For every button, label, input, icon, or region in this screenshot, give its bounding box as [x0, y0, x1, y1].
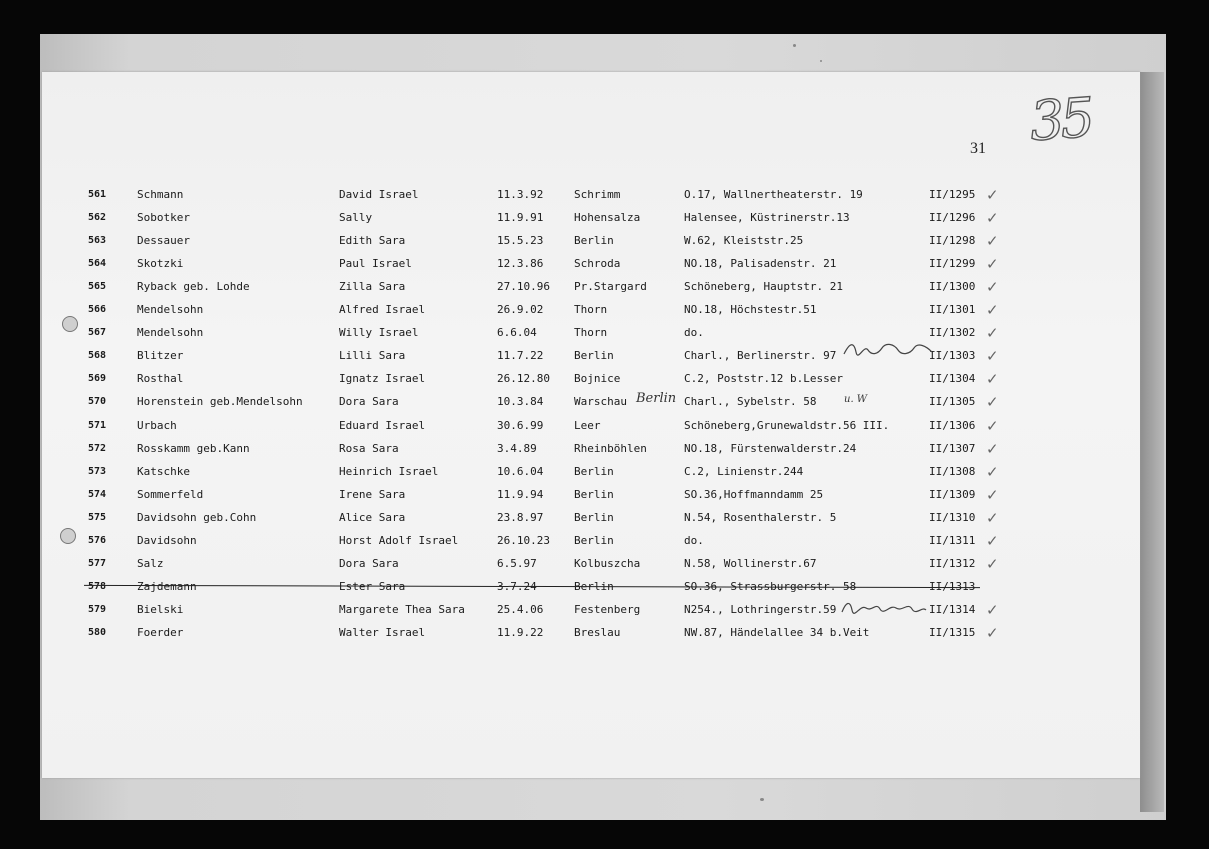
table-row: [0, 415, 1010, 437]
record-surname: Katschke: [137, 464, 190, 478]
record-reference: II/1300: [929, 280, 976, 294]
record-reference: II/1298: [929, 234, 976, 248]
record-surname: Davidsohn: [137, 533, 197, 547]
record-number: 579: [88, 603, 107, 615]
check-mark-icon: ✓: [986, 370, 999, 389]
record-address: do.: [684, 533, 704, 547]
record-birth-date: 10.6.04: [497, 464, 544, 478]
record-surname: Dessauer: [137, 234, 190, 248]
record-number: 574: [88, 488, 107, 500]
record-number: 568: [88, 350, 107, 362]
record-birth-date: 27.10.96: [497, 280, 550, 294]
record-address: NO.18, Fürstenwalderstr.24: [684, 441, 857, 455]
record-birth-date: 15.5.23: [497, 234, 544, 248]
record-number: 565: [88, 281, 107, 293]
record-birth-place: Schroda: [574, 257, 621, 271]
record-birth-place: Leer: [574, 418, 601, 432]
record-given-name: Alice Sara: [339, 510, 406, 524]
record-birth-date: 11.9.91: [497, 211, 544, 225]
table-row: [0, 438, 1010, 460]
record-birth-place: Bojnice: [574, 372, 621, 386]
record-surname: Skotzki: [137, 257, 184, 271]
record-address: Charl., Sybelstr. 58: [684, 395, 817, 409]
record-given-name: Dora Sara: [339, 395, 399, 409]
record-number: 575: [88, 511, 107, 523]
record-birth-place: Rheinböhlen: [574, 441, 647, 455]
record-birth-date: 23.8.97: [497, 510, 544, 524]
check-mark-icon: ✓: [986, 462, 999, 481]
record-birth-date: 26.10.23: [497, 533, 550, 547]
record-given-name: Willy Israel: [339, 326, 419, 340]
record-number: 563: [88, 235, 107, 247]
table-row: [0, 530, 1010, 552]
record-number: 564: [88, 258, 107, 270]
record-surname: Rosskamm geb.Kann: [137, 441, 250, 455]
record-address: Schöneberg,Grunewaldstr.56 III.: [684, 418, 890, 432]
check-mark-icon: ✓: [986, 623, 999, 642]
record-address: SO.36,Hoffmanndamm 25: [684, 487, 824, 501]
record-birth-date: 11.7.22: [497, 349, 544, 363]
record-birth-date: 26.12.80: [497, 372, 550, 386]
check-mark-icon: ✓: [986, 255, 999, 274]
record-given-name: Sally: [339, 211, 373, 225]
record-address: Charl., Berlinerstr. 97: [684, 349, 837, 363]
table-row: [0, 507, 1010, 529]
record-birth-place: Berlin: [574, 349, 614, 363]
record-address: C.2, Poststr.12 b.Lesser: [684, 372, 843, 386]
record-number: 570: [88, 396, 107, 408]
record-number: 573: [88, 465, 107, 477]
record-given-name: Walter Israel: [339, 625, 426, 639]
table-row: [0, 461, 1010, 483]
check-mark-icon: ✓: [986, 232, 999, 251]
check-mark-icon: ✓: [986, 301, 999, 320]
table-row: [0, 576, 1010, 598]
table-row: [0, 230, 1010, 252]
dust-speck: [820, 60, 822, 62]
record-given-name: Alfred Israel: [339, 303, 426, 317]
record-birth-place: Thorn: [574, 303, 608, 317]
record-given-name: Dora Sara: [339, 556, 399, 570]
record-reference: II/1296: [929, 211, 976, 225]
record-surname: Davidsohn geb.Cohn: [137, 510, 257, 524]
record-birth-place: Kolbuszcha: [574, 556, 641, 570]
record-number: 571: [88, 419, 107, 431]
record-address: Schöneberg, Hauptstr. 21: [684, 280, 843, 294]
record-reference: II/1315: [929, 625, 976, 639]
record-number: 562: [88, 212, 107, 224]
record-given-name: Margarete Thea Sara: [339, 602, 465, 616]
handwritten-note: Berlin: [636, 391, 677, 406]
sheet-edge-shadow: [1140, 72, 1164, 812]
record-address: W.62, Kleiststr.25: [684, 234, 804, 248]
check-mark-icon: ✓: [986, 531, 999, 550]
table-row: [0, 184, 1010, 206]
record-reference: II/1303: [929, 349, 976, 363]
record-address: do.: [684, 326, 704, 340]
record-reference: II/1314: [929, 602, 976, 616]
record-surname: Mendelsohn: [137, 303, 204, 317]
record-address: O.17, Wallnertheaterstr. 19: [684, 188, 863, 201]
check-mark-icon: ✓: [986, 439, 999, 458]
record-number: 567: [88, 327, 107, 339]
check-mark-icon: ✓: [986, 416, 999, 435]
record-number: 580: [88, 626, 107, 638]
handwritten-scribble: [842, 340, 934, 358]
record-birth-date: 10.3.84: [497, 395, 544, 409]
record-surname: Bielski: [137, 602, 184, 616]
record-birth-place: Thorn: [574, 326, 608, 340]
handwritten-page-number: 35: [1027, 85, 1093, 154]
record-number: 566: [88, 304, 107, 316]
record-surname: Salz: [137, 556, 164, 570]
record-given-name: Zilla Sara: [339, 280, 406, 294]
record-birth-date: 3.4.89: [497, 441, 537, 455]
record-given-name: [339, 576, 405, 598]
dust-speck: [793, 44, 796, 47]
record-birth-place: Pr.Stargard: [574, 280, 647, 294]
record-reference: II/1311: [929, 533, 976, 547]
record-birth-place: Warschau: [574, 395, 627, 409]
record-given-name: Ignatz Israel: [339, 372, 426, 386]
record-birth-date: 11.9.94: [497, 487, 544, 501]
record-birth-date: 6.6.04: [497, 326, 537, 340]
check-mark-icon: ✓: [986, 485, 999, 504]
check-mark-icon: ✓: [986, 186, 999, 204]
record-reference: II/1309: [929, 487, 976, 501]
record-number: 572: [88, 442, 107, 454]
record-birth-place: Berlin: [574, 234, 614, 248]
record-number: 561: [88, 189, 107, 200]
handwritten-scribble: [840, 598, 928, 616]
record-birth-date: 12.3.86: [497, 257, 544, 271]
record-address: Halensee, Küstrinerstr.13: [684, 211, 850, 225]
record-given-name: Horst Adolf Israel: [339, 533, 459, 547]
record-birth-place: Festenberg: [574, 602, 641, 616]
record-birth-place: Hohensalza: [574, 211, 641, 225]
record-reference: II/1308: [929, 464, 976, 478]
handwritten-note: u. W: [844, 394, 868, 405]
record-surname: Sommerfeld: [137, 487, 204, 501]
record-given-name: David Israel: [339, 188, 419, 201]
record-birth-date: 26.9.02: [497, 303, 544, 317]
record-number: 569: [88, 373, 107, 385]
table-row: [0, 553, 1010, 575]
record-reference: II/1295: [929, 188, 976, 201]
record-reference: II/1307: [929, 441, 976, 455]
record-birth-date: 11.3.92: [497, 188, 544, 201]
record-birth-place: Berlin: [574, 533, 614, 547]
record-given-name: Eduard Israel: [339, 418, 426, 432]
check-mark-icon: ✓: [986, 508, 999, 527]
record-address: NO.18, Palisadenstr. 21: [684, 257, 837, 271]
table-row: [0, 299, 1010, 321]
record-number: 576: [88, 534, 107, 546]
record-birth-place: Breslau: [574, 625, 621, 639]
table-row: [0, 622, 1010, 644]
check-mark-icon: ✓: [986, 600, 999, 619]
table-row: [0, 207, 1010, 229]
record-birth-place: Berlin: [574, 464, 614, 478]
record-birth-place: Berlin: [574, 510, 614, 524]
record-address: NO.18, Höchstestr.51: [684, 303, 817, 317]
record-number: 577: [88, 557, 107, 569]
record-birth-date: 6.5.97: [497, 556, 537, 570]
record-address: N254., Lothringerstr.59: [684, 602, 837, 616]
record-reference: II/1312: [929, 556, 976, 570]
record-birth-date: 11.9.22: [497, 625, 544, 639]
page-number: 31: [970, 140, 986, 157]
record-surname: Horenstein geb.Mendelsohn: [137, 395, 303, 409]
record-birth-date: 30.6.99: [497, 418, 544, 432]
record-reference: II/1306: [929, 418, 976, 432]
check-mark-icon: ✓: [986, 209, 999, 228]
record-surname: Foerder: [137, 625, 184, 639]
record-birth-date: 25.4.06: [497, 602, 544, 616]
table-row: [0, 484, 1010, 506]
record-reference: II/1299: [929, 257, 976, 271]
record-surname: Urbach: [137, 418, 177, 432]
record-reference: II/1301: [929, 303, 976, 317]
dust-speck: [760, 798, 764, 801]
table-row: [0, 253, 1010, 275]
record-birth-place: Berlin: [574, 487, 614, 501]
record-surname: Blitzer: [137, 349, 184, 363]
record-surname: Mendelsohn: [137, 326, 204, 340]
record-address: NW.87, Händelallee 34 b.Veit: [684, 625, 870, 639]
table-row: [0, 368, 1010, 390]
record-surname: Ryback geb. Lohde: [137, 280, 250, 294]
record-surname: Rosthal: [137, 372, 184, 386]
record-address: N.58, Wollinerstr.67: [684, 556, 817, 570]
record-given-name: Edith Sara: [339, 234, 406, 248]
record-birth-place: Schrimm: [574, 188, 621, 201]
check-mark-icon: ✓: [986, 278, 999, 297]
record-address: N.54, Rosenthalerstr. 5: [684, 510, 837, 524]
check-mark-icon: ✓: [986, 324, 999, 343]
record-reference: II/1305: [929, 395, 976, 409]
record-surname: Zajdemann: [137, 579, 197, 593]
record-given-name: Paul Israel: [339, 257, 412, 271]
table-row: [0, 276, 1010, 298]
record-reference: II/1302: [929, 326, 976, 340]
check-mark-icon: ✓: [986, 393, 999, 412]
check-mark-icon: ✓: [986, 347, 999, 366]
record-given-name: Rosa Sara: [339, 441, 399, 455]
record-address: C.2, Linienstr.244: [684, 464, 804, 478]
record-surname: Schmann: [137, 188, 184, 201]
record-reference: II/1304: [929, 372, 976, 386]
check-mark-icon: ✓: [986, 554, 999, 573]
record-reference: II/1310: [929, 510, 976, 524]
record-given-name: Lilli Sara: [339, 349, 406, 363]
record-surname: Sobotker: [137, 211, 190, 225]
record-given-name: Irene Sara: [339, 487, 406, 501]
record-number: 578: [88, 580, 107, 592]
record-given-name: Heinrich Israel: [339, 464, 439, 478]
